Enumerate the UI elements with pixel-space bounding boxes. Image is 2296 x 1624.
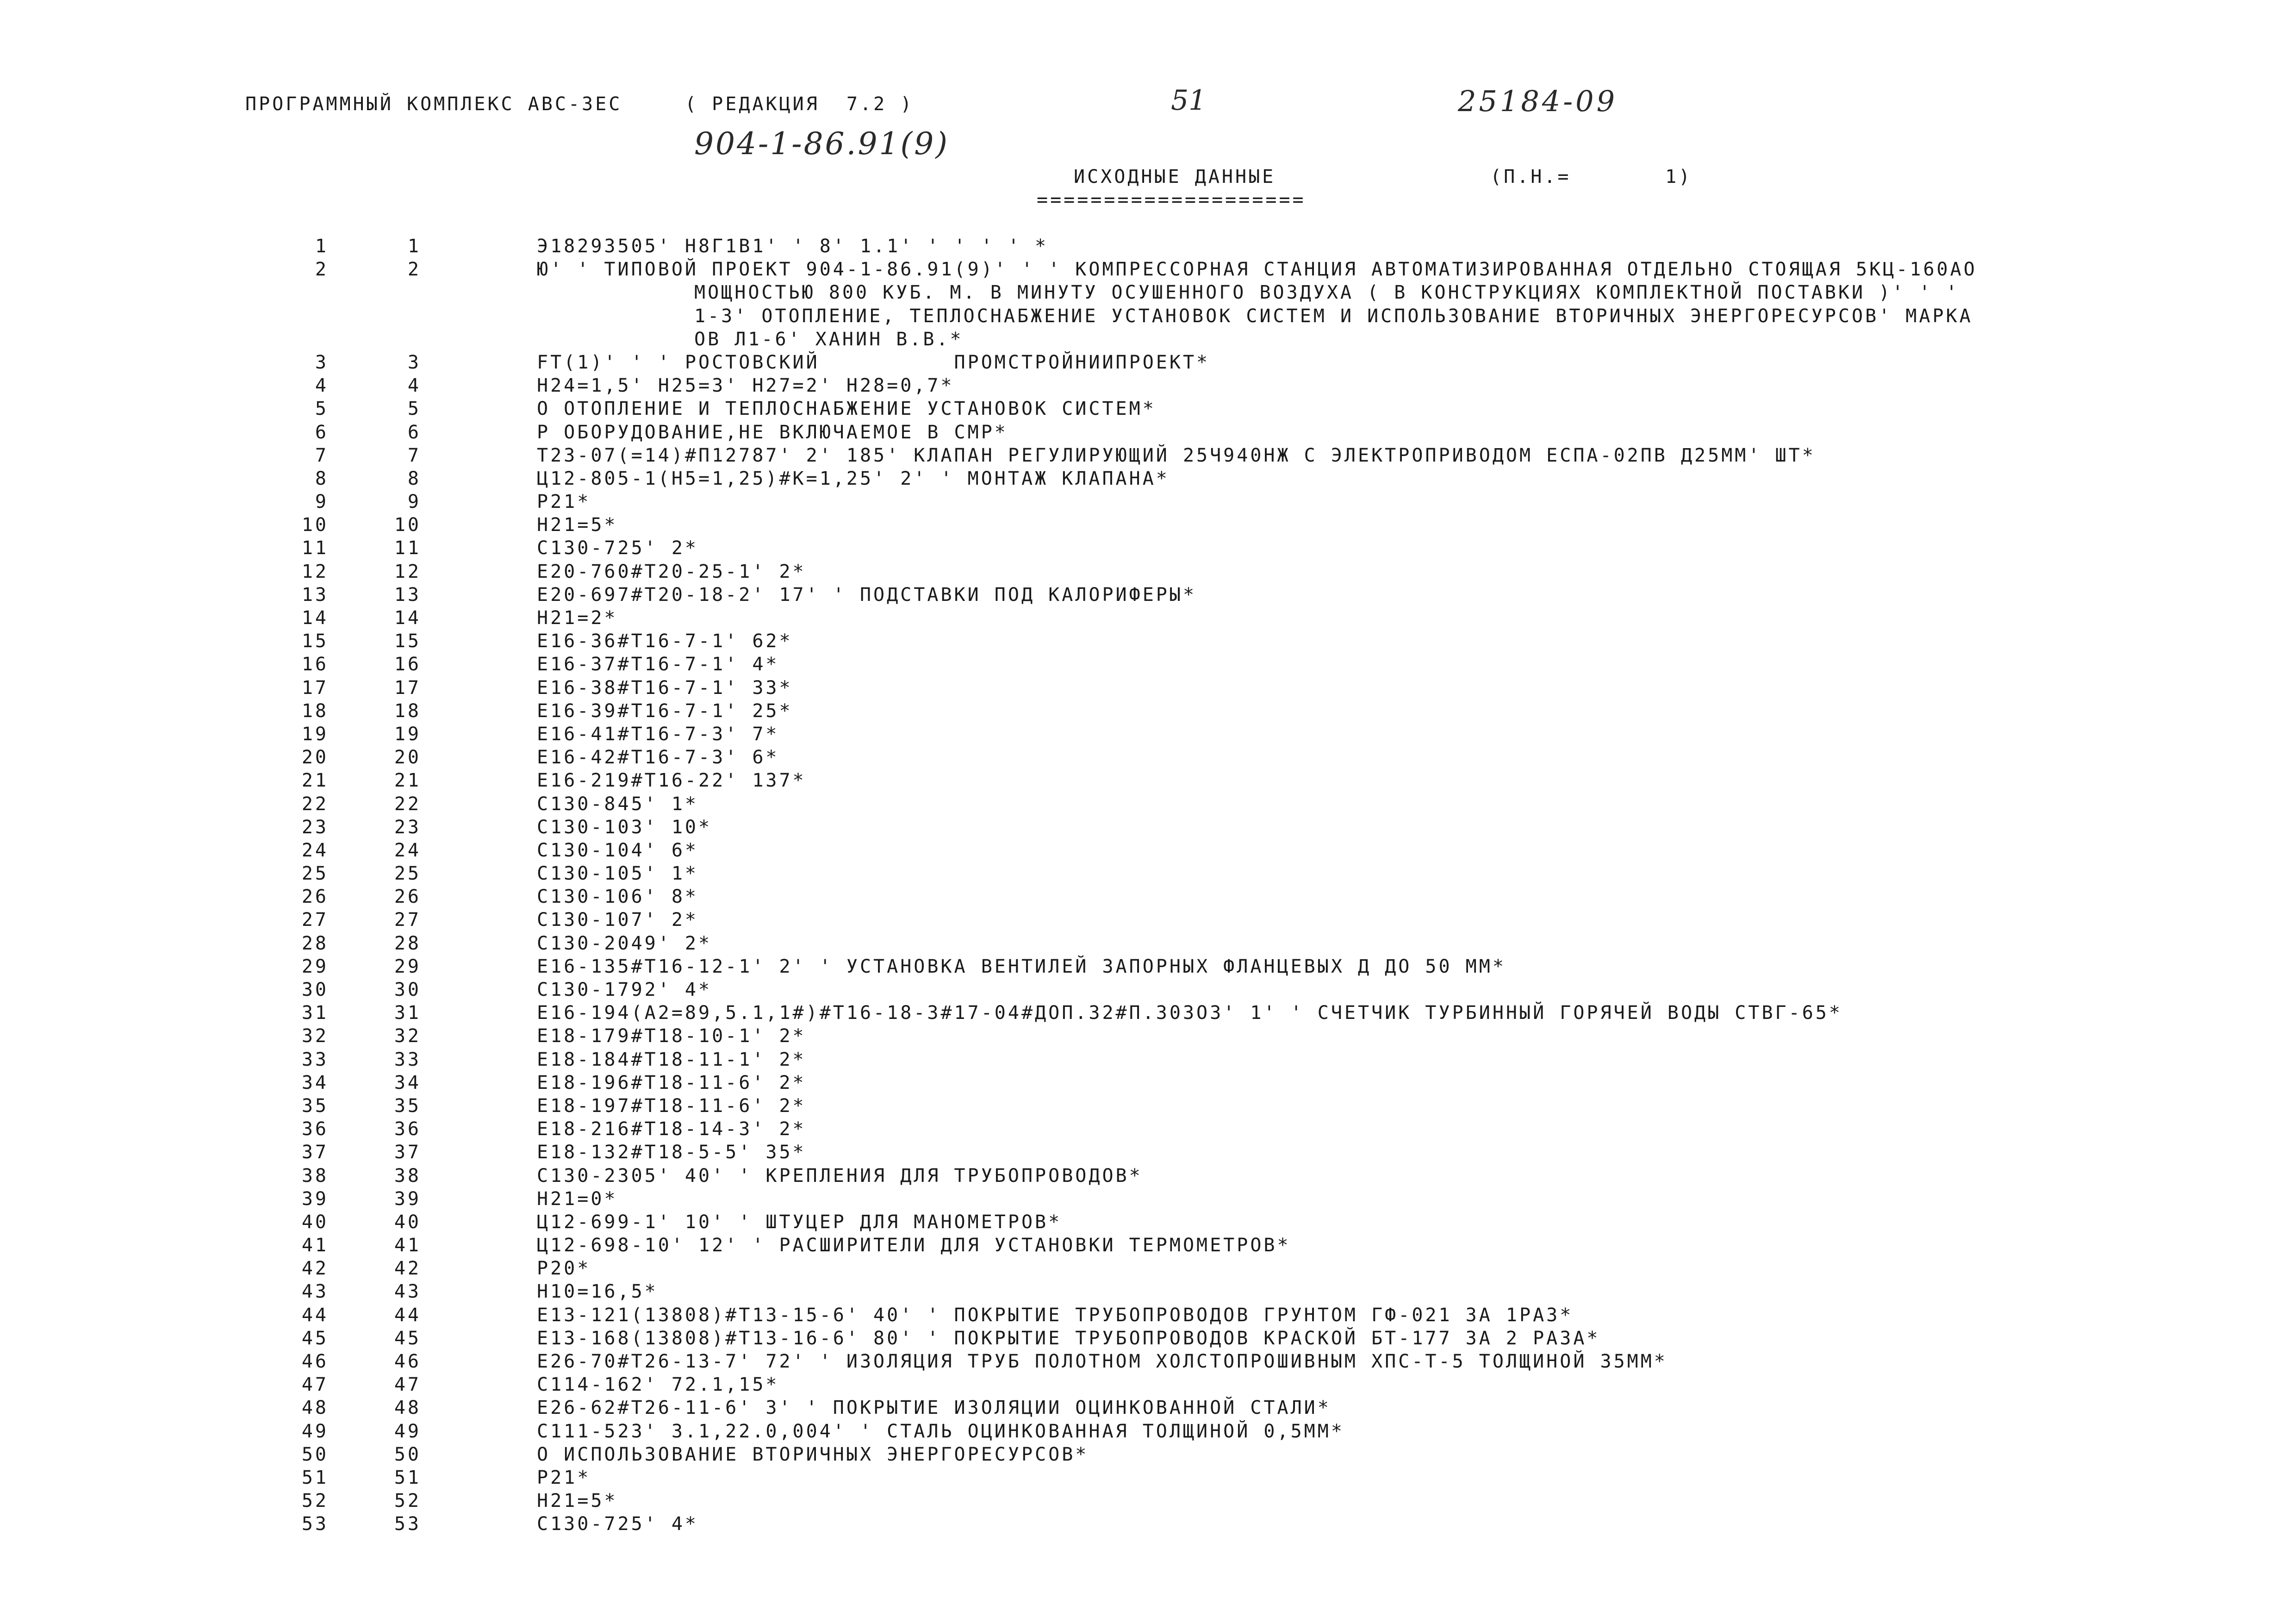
row-record-number: 51 bbox=[394, 1467, 421, 1488]
listing-row bbox=[0, 423, 2296, 446]
row-sequence-number: 52 bbox=[301, 1490, 329, 1512]
row-sequence-number: 36 bbox=[301, 1118, 329, 1140]
row-record-number: 53 bbox=[394, 1513, 421, 1535]
row-sequence-number: 27 bbox=[301, 909, 329, 931]
row-text: Ю' ' ТИПОВОЙ ПРОЕКТ 904-1-86.91(9)' ' ' КОМПРЕССОРНАЯ СТАНЦИЯ АВТОМАТИЗИРОВАННАЯ ОТДЕЛЬНО СТОЯЩАЯ 5КЦ-160АО bbox=[537, 259, 1977, 281]
row-record-number: 27 bbox=[394, 909, 421, 931]
listing-row bbox=[0, 957, 2296, 981]
row-text: Е20-697#Т20-18-2' 17' ' ПОДСТАВКИ ПОД КАЛОРИФЕРЫ* bbox=[537, 584, 1197, 606]
row-record-number: 17 bbox=[394, 677, 421, 699]
row-sequence-number: 48 bbox=[301, 1397, 329, 1419]
listing-row bbox=[0, 1422, 2296, 1445]
row-sequence-number: 43 bbox=[301, 1281, 329, 1303]
row-record-number: 39 bbox=[394, 1188, 421, 1210]
row-sequence-number: 30 bbox=[301, 979, 329, 1000]
row-record-number: 10 bbox=[394, 514, 421, 536]
row-text: Е16-219#Т16-22' 137* bbox=[537, 770, 806, 792]
row-text: С130-106' 8* bbox=[537, 886, 698, 908]
row-sequence-number: 19 bbox=[301, 723, 329, 745]
listing-row bbox=[0, 1468, 2296, 1492]
row-record-number: 36 bbox=[394, 1118, 421, 1140]
listing-row bbox=[0, 818, 2296, 841]
row-sequence-number: 26 bbox=[301, 886, 329, 908]
row-text: 1-3' ОТОПЛЕНИЕ, ТЕПЛОСНАБЖЕНИЕ УСТАНОВОК СИСТЕМ И ИСПОЛЬЗОВАНИЕ ВТОРИЧНЫХ ЭНЕРГОРЕСУРСОВ' МАРКА bbox=[694, 305, 1973, 327]
row-sequence-number: 49 bbox=[301, 1420, 329, 1442]
row-record-number: 18 bbox=[394, 700, 421, 722]
row-sequence-number: 5 bbox=[315, 398, 329, 420]
row-record-number: 49 bbox=[394, 1420, 421, 1442]
row-text: Е18-184#Т18-11-1' 2* bbox=[537, 1049, 806, 1070]
row-record-number: 7 bbox=[407, 444, 421, 466]
row-text: ОВ Л1-6' ХАНИН В.В.* bbox=[694, 328, 964, 350]
listing-row bbox=[0, 493, 2296, 516]
row-record-number: 48 bbox=[394, 1397, 421, 1419]
row-record-number: 43 bbox=[394, 1281, 421, 1303]
row-sequence-number: 25 bbox=[301, 863, 329, 885]
page-parameter: (П.Н.= 1) bbox=[1490, 166, 1692, 187]
row-record-number: 42 bbox=[394, 1258, 421, 1280]
row-text: Е18-196#Т18-11-6' 2* bbox=[537, 1072, 806, 1093]
row-record-number: 4 bbox=[407, 375, 421, 397]
row-text: Е26-70#Т26-13-7' 72' ' ИЗОЛЯЦИЯ ТРУБ ПОЛОТНОМ ХОЛСТОПРОШИВНЫМ ХПС-Т-5 ТОЛЩИНОЙ 35ММ* bbox=[537, 1351, 1668, 1372]
listing-row bbox=[0, 260, 2296, 283]
project-code: 904-1-86.91(9) bbox=[694, 126, 949, 162]
row-record-number: 3 bbox=[407, 351, 421, 373]
row-record-number: 33 bbox=[394, 1049, 421, 1070]
row-record-number: 52 bbox=[394, 1490, 421, 1512]
listing-row bbox=[0, 911, 2296, 934]
row-sequence-number: 47 bbox=[301, 1374, 329, 1396]
listing-row bbox=[0, 1050, 2296, 1074]
row-record-number: 5 bbox=[407, 398, 421, 420]
row-record-number: 32 bbox=[394, 1025, 421, 1047]
listing-row bbox=[0, 1515, 2296, 1538]
row-text: С130-107' 2* bbox=[537, 909, 698, 931]
row-record-number: 14 bbox=[394, 607, 421, 629]
listing-row bbox=[0, 1445, 2296, 1468]
listing-row bbox=[0, 353, 2296, 376]
row-record-number: 40 bbox=[394, 1211, 421, 1233]
listing-row bbox=[0, 864, 2296, 887]
row-text: С111-523' 3.1,22.0,004' ' СТАЛЬ ОЦИНКОВАННАЯ ТОЛЩИНОЙ 0,5ММ* bbox=[537, 1420, 1344, 1442]
row-sequence-number: 50 bbox=[301, 1443, 329, 1465]
row-text: С130-105' 1* bbox=[537, 863, 698, 885]
listing-row bbox=[0, 1004, 2296, 1027]
row-sequence-number: 35 bbox=[301, 1095, 329, 1117]
row-sequence-number: 51 bbox=[301, 1467, 329, 1488]
row-text: О ОТОПЛЕНИЕ И ТЕПЛОСНАБЖЕНИЕ УСТАНОВОК СИСТЕМ* bbox=[537, 398, 1156, 420]
row-text: Е16-36#Т16-7-1' 62* bbox=[537, 631, 793, 652]
row-text: С130-104' 6* bbox=[537, 839, 698, 861]
row-record-number: 23 bbox=[394, 816, 421, 838]
row-text: Е18-179#Т18-10-1' 2* bbox=[537, 1025, 806, 1047]
row-sequence-number: 33 bbox=[301, 1049, 329, 1070]
row-text: Н24=1,5' Н25=3' Н27=2' Н28=0,7* bbox=[537, 375, 954, 397]
listing-row bbox=[0, 446, 2296, 469]
listing-row bbox=[0, 887, 2296, 911]
listing-row bbox=[0, 1259, 2296, 1282]
page-number: 51 bbox=[1171, 84, 1207, 117]
row-record-number: 37 bbox=[394, 1142, 421, 1163]
row-text: Е16-41#Т16-7-3' 7* bbox=[537, 723, 779, 745]
row-record-number: 1 bbox=[407, 236, 421, 257]
row-sequence-number: 15 bbox=[301, 631, 329, 652]
row-record-number: 31 bbox=[394, 1002, 421, 1024]
row-text: Р21* bbox=[537, 491, 591, 513]
row-record-number: 20 bbox=[394, 747, 421, 768]
row-text: С130-725' 2* bbox=[537, 537, 698, 559]
listing-row bbox=[0, 237, 2296, 260]
listing-row bbox=[0, 981, 2296, 1004]
listing-row bbox=[0, 655, 2296, 678]
row-text: Н21=2* bbox=[537, 607, 618, 629]
row-text: Е16-38#Т16-7-1' 33* bbox=[537, 677, 793, 699]
listing-row bbox=[0, 1190, 2296, 1213]
listing-continuation-row bbox=[0, 330, 2296, 353]
row-text: С130-725' 4* bbox=[537, 1513, 698, 1535]
input-data-listing bbox=[0, 237, 2296, 1538]
row-sequence-number: 45 bbox=[301, 1327, 329, 1349]
row-record-number: 45 bbox=[394, 1327, 421, 1349]
row-sequence-number: 32 bbox=[301, 1025, 329, 1047]
row-sequence-number: 8 bbox=[315, 468, 329, 489]
program-title: ПРОГРАММНЫЙ КОМПЛЕКС АВС-3ЕС bbox=[245, 94, 622, 115]
row-sequence-number: 14 bbox=[301, 607, 329, 629]
row-text: С114-162' 72.1,15* bbox=[537, 1374, 779, 1396]
listing-row bbox=[0, 539, 2296, 562]
row-sequence-number: 20 bbox=[301, 747, 329, 768]
row-record-number: 15 bbox=[394, 631, 421, 652]
row-text: Е16-194(А2=89,5.1,1#)#Т16-18-3#17-04#ДОП.32#П.303ОЗ' 1' ' СЧЕТЧИК ТУРБИННЫЙ ГОРЯЧЕЙ ВОДЫ СТВГ-65* bbox=[537, 1002, 1842, 1024]
row-record-number: 24 bbox=[394, 839, 421, 861]
row-sequence-number: 16 bbox=[301, 654, 329, 675]
listing-row bbox=[0, 795, 2296, 818]
listing-row bbox=[0, 841, 2296, 864]
listing-row bbox=[0, 632, 2296, 655]
row-sequence-number: 6 bbox=[315, 421, 329, 443]
row-sequence-number: 31 bbox=[301, 1002, 329, 1024]
row-sequence-number: 34 bbox=[301, 1072, 329, 1093]
listing-continuation-row bbox=[0, 307, 2296, 330]
row-sequence-number: 21 bbox=[301, 770, 329, 792]
row-sequence-number: 46 bbox=[301, 1351, 329, 1372]
row-text: С130-2305' 40' ' КРЕПЛЕНИЯ ДЛЯ ТРУБОПРОВОДОВ* bbox=[537, 1165, 1143, 1187]
row-record-number: 2 bbox=[407, 259, 421, 281]
row-text: FT(1)' ' ' РОСТОВСКИЙ ПРОМСТРОЙНИИПРОЕКТ* bbox=[537, 351, 1210, 373]
row-sequence-number: 41 bbox=[301, 1235, 329, 1256]
row-text: С130-103' 10* bbox=[537, 816, 712, 838]
row-text: Ц12-805-1(Н5=1,25)#К=1,25' 2' ' МОНТАЖ КЛАПАНА* bbox=[537, 468, 1170, 489]
listing-row bbox=[0, 1352, 2296, 1375]
row-record-number: 29 bbox=[394, 956, 421, 977]
row-text: МОЩНОСТЬЮ 800 КУБ. М. В МИНУТУ ОСУШЕННОГО ВОЗДУХА ( В КОНСТРУКЦИЯХ КОМПЛЕКТНОЙ ПОСТАВКИ )' ' ' bbox=[694, 282, 1960, 304]
row-text: Е16-42#Т16-7-3' 6* bbox=[537, 747, 779, 768]
row-text: Р ОБОРУДОВАНИЕ,НЕ ВКЛЮЧАЕМОЕ В СМР* bbox=[537, 421, 1008, 443]
section-title-underline: ==================== bbox=[1037, 189, 1306, 211]
row-record-number: 28 bbox=[394, 932, 421, 954]
row-sequence-number: 18 bbox=[301, 700, 329, 722]
section-title: ИСХОДНЫЕ ДАННЫЕ bbox=[1074, 166, 1276, 187]
row-record-number: 9 bbox=[407, 491, 421, 513]
row-sequence-number: 12 bbox=[301, 561, 329, 582]
listing-row bbox=[0, 1143, 2296, 1166]
row-sequence-number: 24 bbox=[301, 839, 329, 861]
row-record-number: 16 bbox=[394, 654, 421, 675]
listing-row bbox=[0, 1097, 2296, 1120]
row-text: Н21=5* bbox=[537, 514, 618, 536]
listing-row bbox=[0, 562, 2296, 586]
row-record-number: 25 bbox=[394, 863, 421, 885]
row-sequence-number: 10 bbox=[301, 514, 329, 536]
row-sequence-number: 3 bbox=[315, 351, 329, 373]
listing-continuation-row bbox=[0, 283, 2296, 306]
listing-row bbox=[0, 609, 2296, 632]
row-record-number: 30 bbox=[394, 979, 421, 1000]
row-sequence-number: 11 bbox=[301, 537, 329, 559]
row-sequence-number: 2 bbox=[315, 259, 329, 281]
listing-row bbox=[0, 1399, 2296, 1422]
listing-row bbox=[0, 1282, 2296, 1305]
document-code: 25184-09 bbox=[1458, 84, 1618, 118]
row-record-number: 50 bbox=[394, 1443, 421, 1465]
row-sequence-number: 40 bbox=[301, 1211, 329, 1233]
row-sequence-number: 37 bbox=[301, 1142, 329, 1163]
row-text: Т23-07(=14)#П12787' 2' 185' КЛАПАН РЕГУЛИРУЮЩИЙ 25Ч940НЖ С ЭЛЕКТРОПРИВОДОМ ЕСПА-02ПВ Д25ММ' ШТ* bbox=[537, 444, 1816, 466]
row-sequence-number: 1 bbox=[315, 236, 329, 257]
listing-row bbox=[0, 376, 2296, 400]
row-record-number: 6 bbox=[407, 421, 421, 443]
row-text: Р21* bbox=[537, 1467, 591, 1488]
listing-row bbox=[0, 400, 2296, 423]
row-sequence-number: 42 bbox=[301, 1258, 329, 1280]
row-sequence-number: 23 bbox=[301, 816, 329, 838]
listing-row bbox=[0, 748, 2296, 771]
row-sequence-number: 22 bbox=[301, 793, 329, 815]
row-text: С130-845' 1* bbox=[537, 793, 698, 815]
listing-row bbox=[0, 934, 2296, 957]
row-text: Е16-39#Т16-7-1' 25* bbox=[537, 700, 793, 722]
listing-row bbox=[0, 1306, 2296, 1329]
listing-row bbox=[0, 586, 2296, 609]
row-text: Э18293505' Н8Г1В1' ' 8' 1.1' ' ' ' ' * bbox=[537, 236, 1049, 257]
listing-row bbox=[0, 1213, 2296, 1236]
edition-label: ( РЕДАКЦИЯ 7.2 ) bbox=[685, 94, 914, 115]
row-text: С130-1792' 4* bbox=[537, 979, 712, 1000]
row-record-number: 26 bbox=[394, 886, 421, 908]
row-text: Н21=0* bbox=[537, 1188, 618, 1210]
row-sequence-number: 39 bbox=[301, 1188, 329, 1210]
row-sequence-number: 38 bbox=[301, 1165, 329, 1187]
row-text: Е18-197#Т18-11-6' 2* bbox=[537, 1095, 806, 1117]
listing-row bbox=[0, 1027, 2296, 1050]
row-record-number: 41 bbox=[394, 1235, 421, 1256]
row-sequence-number: 29 bbox=[301, 956, 329, 977]
row-sequence-number: 28 bbox=[301, 932, 329, 954]
row-text: О ИСПОЛЬЗОВАНИЕ ВТОРИЧНЫХ ЭНЕРГОРЕСУРСОВ* bbox=[537, 1443, 1089, 1465]
row-record-number: 47 bbox=[394, 1374, 421, 1396]
row-sequence-number: 9 bbox=[315, 491, 329, 513]
row-text: Е16-135#Т16-12-1' 2' ' УСТАНОВКА ВЕНТИЛЕЙ ЗАПОРНЫХ ФЛАНЦЕВЫХ Д ДО 50 ММ* bbox=[537, 956, 1506, 977]
row-sequence-number: 53 bbox=[301, 1513, 329, 1535]
row-sequence-number: 13 bbox=[301, 584, 329, 606]
row-text: С130-2049' 2* bbox=[537, 932, 712, 954]
listing-row bbox=[0, 1120, 2296, 1143]
row-record-number: 19 bbox=[394, 723, 421, 745]
row-record-number: 38 bbox=[394, 1165, 421, 1187]
listing-row bbox=[0, 516, 2296, 539]
row-record-number: 44 bbox=[394, 1304, 421, 1326]
listing-row bbox=[0, 1167, 2296, 1190]
row-sequence-number: 44 bbox=[301, 1304, 329, 1326]
listing-row bbox=[0, 771, 2296, 794]
row-text: Р20* bbox=[537, 1258, 591, 1280]
listing-row bbox=[0, 702, 2296, 725]
listing-row bbox=[0, 1236, 2296, 1259]
listing-row bbox=[0, 679, 2296, 702]
row-text: Е16-37#Т16-7-1' 4* bbox=[537, 654, 779, 675]
row-text: Н21=5* bbox=[537, 1490, 618, 1512]
row-record-number: 12 bbox=[394, 561, 421, 582]
row-record-number: 46 bbox=[394, 1351, 421, 1372]
row-record-number: 13 bbox=[394, 584, 421, 606]
listing-row bbox=[0, 1492, 2296, 1515]
row-text: Е13-168(13808)#Т13-16-6' 80' ' ПОКРЫТИЕ ТРУБОПРОВОДОВ КРАСКОЙ БТ-177 ЗА 2 РАЗА* bbox=[537, 1327, 1600, 1349]
row-text: Е18-216#Т18-14-3' 2* bbox=[537, 1118, 806, 1140]
row-text: Е18-132#Т18-5-5' 35* bbox=[537, 1142, 806, 1163]
row-sequence-number: 4 bbox=[315, 375, 329, 397]
row-text: Е13-121(13808)#Т13-15-6' 40' ' ПОКРЫТИЕ ТРУБОПРОВОДОВ ГРУНТОМ ГФ-021 ЗА 1РАЗ* bbox=[537, 1304, 1574, 1326]
row-text: Ц12-698-10' 12' ' РАСШИРИТЕЛИ ДЛЯ УСТАНОВКИ ТЕРМОМЕТРОВ* bbox=[537, 1235, 1291, 1256]
listing-row bbox=[0, 1074, 2296, 1097]
row-text: Е26-62#Т26-11-6' 3' ' ПОКРЫТИЕ ИЗОЛЯЦИИ ОЦИНКОВАННОЙ СТАЛИ* bbox=[537, 1397, 1331, 1419]
row-sequence-number: 7 bbox=[315, 444, 329, 466]
row-text: Е20-760#Т20-25-1' 2* bbox=[537, 561, 806, 582]
row-record-number: 8 bbox=[407, 468, 421, 489]
row-record-number: 11 bbox=[394, 537, 421, 559]
row-record-number: 22 bbox=[394, 793, 421, 815]
row-text: Н10=16,5* bbox=[537, 1281, 658, 1303]
row-record-number: 21 bbox=[394, 770, 421, 792]
listing-row bbox=[0, 1375, 2296, 1399]
row-sequence-number: 17 bbox=[301, 677, 329, 699]
listing-row bbox=[0, 725, 2296, 748]
row-text: Ц12-699-1' 10' ' ШТУЦЕР ДЛЯ МАНОМЕТРОВ* bbox=[537, 1211, 1062, 1233]
listing-row bbox=[0, 469, 2296, 493]
row-record-number: 35 bbox=[394, 1095, 421, 1117]
listing-row bbox=[0, 1329, 2296, 1352]
row-record-number: 34 bbox=[394, 1072, 421, 1093]
